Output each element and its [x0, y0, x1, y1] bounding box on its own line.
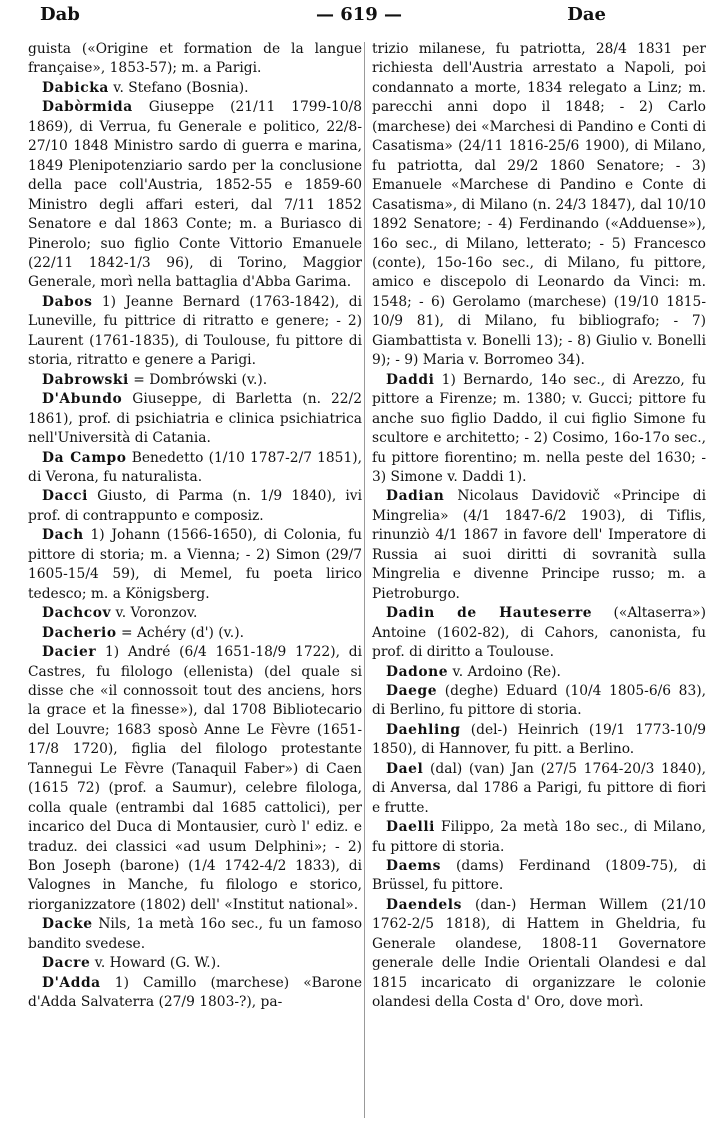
entry-text: v. Stefano (Bosnia).: [108, 79, 249, 96]
page-header: [0, 4, 718, 28]
dictionary-entry: [28, 526, 362, 604]
entry-text: guista («Origine et formation de la langue française», 1853-57); m. a Parigi.: [28, 41, 362, 77]
entry-text: Giuseppe (21/11 1799-10/8 1869), di Verrua, fu Generale e politico, 22/8-27/10 1848 Ministro sardo di guerra e marina, 1849 Plenipotenziario sardo per la conclusione della pace coll'Austria, 1852-55 e 1859-60 Ministro degli affari esteri, dal 7/11 1852 Senatore e dal 1863 Conte; m. a Buriasco di Pinerolo; suo figlio Conte Vittorio Emanuele (22/11 1842-1/3 96), di Torino, Maggior Generale, morì nella battaglia d'Abba Garima.: [28, 99, 362, 291]
left-column: [28, 40, 362, 1013]
entry-text: (del-) Heinrich (19/1 1773-10/9 1850), di Hannover, fu pitt. a Berlino.: [372, 721, 706, 758]
dictionary-entry: [372, 896, 706, 1013]
dictionary-entry: [372, 857, 706, 896]
entry-headword: Dacier: [42, 644, 97, 661]
dictionary-entry: [372, 663, 706, 682]
entry-headword: Dach: [42, 527, 84, 544]
entry-headword: Dacherio: [42, 624, 117, 641]
dictionary-entry: [372, 721, 706, 760]
entry-headword: Daems: [386, 858, 442, 875]
dictionary-entry: [28, 487, 362, 526]
entry-text: (dams) Ferdinand (1809-75), di Brüssel, fu pittore.: [372, 858, 706, 894]
dictionary-entry: [28, 40, 362, 79]
dictionary-entry: [28, 643, 362, 915]
entry-headword: Dadin de Hauteserre: [386, 605, 593, 622]
dictionary-entry: [28, 449, 362, 488]
entry-headword: D'Abundo: [42, 391, 123, 408]
dictionary-entry: [372, 604, 706, 662]
entry-headword: Dabrowski: [42, 371, 129, 388]
entry-headword: Dachcov: [42, 605, 112, 622]
dictionary-entry: [372, 682, 706, 721]
entry-text: v. Howard (G. W.).: [90, 955, 221, 972]
dictionary-entry: [28, 954, 362, 973]
dictionary-entry: [28, 604, 362, 623]
entry-headword: Daddi: [386, 371, 435, 388]
entry-headword: Dadian: [386, 488, 445, 505]
entry-headword: Daelli: [386, 819, 436, 836]
entry-text: (dan-) Herman Willem (21/10 1762-2/5 1818), di Hattem in Gheldria, fu Generale olandese, 1808-11 Governatore generale delle Indie Orientali Olandesi e dal 1815 incaricato di organizzare le colonie olandesi della Costa d' Oro, dove morì.: [372, 896, 706, 1011]
entry-text: (deghe) Eduard (10/4 1805-6/6 83), di Berlino, fu pittore di storia.: [372, 682, 706, 719]
entry-headword: Dael: [386, 760, 424, 777]
entry-headword: Dabicka: [42, 79, 109, 96]
entry-headword: D'Adda: [42, 974, 101, 991]
entry-headword: Dabos: [42, 293, 93, 310]
header-right-guideword: Dae: [567, 4, 606, 25]
entry-text: Benedetto (1/10 1787-2/7 1851), di Verona, fu naturalista.: [28, 449, 362, 485]
entry-headword: Dabòrmida: [42, 99, 133, 116]
entry-text: = Achéry (d') (v.).: [116, 624, 244, 641]
entry-headword: Dacre: [42, 955, 91, 972]
entry-text: v. Voronzov.: [111, 605, 198, 622]
header-left-guideword: Dab: [40, 4, 80, 25]
dictionary-entry: [372, 818, 706, 857]
dictionary-entry: [372, 487, 706, 604]
entry-text: 1) Johann (1566-1650), di Colonia, fu pittore di storia; m. a Vienna; - 2) Simon (29/7 1605-15/4 59), di Memel, fu poeta lirico tedesco; m. a Königsberg.: [28, 527, 362, 602]
column-divider: [364, 42, 365, 1118]
entry-text: 1) Jeanne Bernard (1763-1842), di Luneville, fu pittrice di ritratto e genere; - 2) Laurent (1761-1835), di Toulouse, fu pittore di storia, ritratto e genere a Parigi.: [28, 293, 362, 369]
dictionary-entry: [372, 371, 706, 488]
right-column: [372, 40, 706, 1013]
entry-text: Filippo, 2a metà 18o sec., di Milano, fu pittore di storia.: [372, 819, 706, 855]
entry-text: 1) Bernardo, 14o sec., di Arezzo, fu pittore a Firenze; m. 1380; v. Gucci; pittore fu anche suo figlio Daddo, il cui figlio Simone fu scultore e architetto; - 2) Cosimo, 16o-17o sec., fu pittore fiorentino; m. nella peste del 1630; - 3) Simone v. Daddi 1).: [372, 371, 706, 485]
entry-text: = Dombrówski (v.).: [128, 371, 268, 388]
entry-text: («Altaserra») Antoine (1602-82), di Cahors, canonista, fu prof. di diritto a Toulouse.: [372, 605, 707, 661]
entry-text: 1) Camillo (marchese) «Barone d'Adda Salvaterra (27/9 1803-?), pa-: [28, 974, 362, 1011]
dictionary-entry: [372, 760, 706, 818]
entry-text: (dal) (van) Jan (27/5 1764-20/3 1840), di Anversa, dal 1786 a Parigi, fu pittore di fiori e frutte.: [372, 760, 706, 816]
entry-headword: Da Campo: [42, 449, 127, 466]
entry-text: v. Ardoino (Re).: [448, 663, 561, 680]
dictionary-entry: [28, 293, 362, 371]
entry-headword: Daege: [386, 682, 438, 699]
dictionary-entry: [28, 98, 362, 293]
dictionary-entry: [28, 371, 362, 390]
entry-text: 1) André (6/4 1651-18/9 1722), di Castres, fu filologo (ellenista) (del quale si disse che «il connossoit tout des anciens, hors la grace et la finesse»), dal 1708 Bibliotecario del Louvre; 1683 sposò Anne Le Fèvre (1651-17/8 1720), figlia del filologo protestante Tannegui Le Fèvre (Tanaquil Faber») di Caen (1615 72) (prof. a Saumur), celebre filologa, colla quale (entrambi dal 1685 cattolici), per incarico del Duca di Montausier, curò l' ediz. e traduz. dei classici «ad usum Delphini»; - 2) Bon Joseph (barone) (1/4 1742-4/2 1833), di Valognes in Manche, fu filologo e storico, riorganizzatore (1802) dell' «Institut national».: [28, 644, 362, 913]
entry-headword: Dadone: [386, 663, 449, 680]
dictionary-entry: [28, 915, 362, 954]
entry-text: Nils, 1a metà 16o sec., fu un famoso bandito svedese.: [28, 916, 362, 952]
entry-headword: Dacci: [42, 488, 88, 505]
entry-headword: Dacke: [42, 916, 93, 933]
entry-headword: Daehling: [386, 721, 461, 738]
dictionary-entry: [28, 974, 362, 1013]
entry-text: Giuseppe, di Barletta (n. 22/2 1861), prof. di psichiatria e clinica psichiatrica nell'Università di Catania.: [28, 391, 362, 447]
entry-headword: Daendels: [386, 896, 462, 913]
dictionary-entry: [28, 390, 362, 448]
dictionary-entry: [28, 79, 362, 98]
entry-text: trizio milanese, fu patriotta, 28/4 1831 per richiesta dell'Austria arrestato a Napoli, poi condannato a morte, 1834 relegato a Linz; m. parecchi anni dopo il 1848; - 2) Carlo (marchese) dei «Marchesi di Pandino e Conti di Casatisma» (24/11 1816-25/6 1900), di Milano, fu patriotta, dal 29/2 1860 Senatore; - 3) Emanuele «Marchese di Pandino e Conte di Casatisma», di Milano (n. 24/3 1847), dal 10/10 1892 Senatore; - 4) Ferdinando («Adduense»), 16o sec., di Milano, letterato; - 5) Francesco (conte), 15o-16o sec., di Milano, fu pittore, amico e discepolo di Leonardo da Vinci: m. 1548; - 6) Gerolamo (marchese) (19/10 1815-10/9 81), di Milano, fu bibliografo; - 7) Giambattista v. Bonelli 13); - 8) Giulio v. Bonelli 9); - 9) Maria v. Borromeo 34).: [372, 41, 706, 369]
dictionary-entry: [28, 624, 362, 643]
entry-text: Giusto, di Parma (n. 1/9 1840), ivi prof. di contrappunto e composiz.: [28, 488, 362, 524]
page-number: — 619 —: [315, 4, 403, 25]
dictionary-entry: [372, 40, 706, 371]
entry-text: Nicolaus Davidovič «Principe di Mingrelia» (4/1 1847-6/2 1903), di Tiflis, rinunziò 4/1 1867 in favore dell' Imperatore di Russia ai suoi diritti di sovranità sulla Mingrelia e divenne Principe russo; m. a Pietroburgo.: [372, 488, 706, 602]
